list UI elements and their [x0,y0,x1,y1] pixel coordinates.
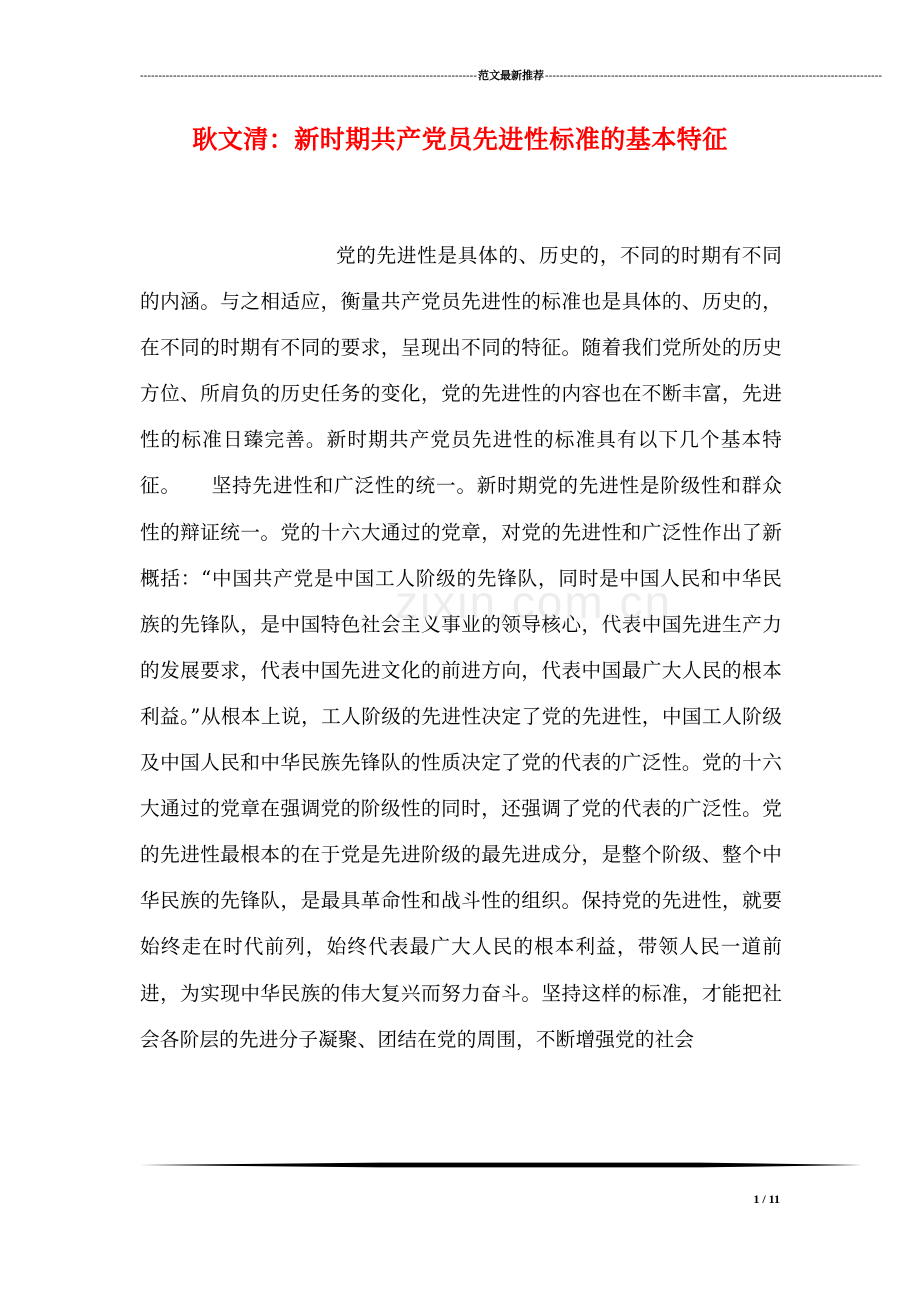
header-label: 范文最新推荐 [478,70,545,82]
page-number: 1 / 11 [753,1192,780,1206]
page-header [140,68,883,84]
watermark: zixin.com.cn [395,576,673,628]
footer-rule [140,1162,862,1168]
header-left-rule: -------------------------------------------------------------------------------------------- [140,70,478,82]
header-right-rule: -------------------------------------------------------------------------------------------- [545,70,883,82]
document-title: 耿文清：新时期共产党员先进性标准的基本特征 [192,125,728,154]
document-body: 党的先进性是具体的、历史的，不同的时期有不同的内涵。与之相适应，衡量共产党员先进性的标准也是具体的、历史的，在不同的时期有不同的要求，呈现出不同的特征。随着我们党所处的历史方位、所肩负的历史任务的变化，党的先进性的内容也在不断丰富，先进性的标准日臻完善。新时期共产党员先进性的标准具有以下几个基本特征。 坚持先进性和广泛性的统一。新时期党的先进性是阶级性和群众性的辩证统一。党的十六大通过的党章，对党的先进性和广泛性作出了新概括：“中国共产党是中国工人阶级的先锋队，同时是中国人民和中华民族的先锋队，是中国特色社会主义事业的领导核心，代表中国先进生产力的发展要求，代表中国先进文化的前进方向，代表中国最广大人民的根本利益。”从根本上说，工人阶级的先进性决定了党的先进性，中国工人阶级及中国人民和中华民族先锋队的性质决定了党的代表的广泛性。党的十六大通过的党章在强调党的阶级性的同时，还强调了党的代表的广泛性。党的先进性最根本的在于党是先进阶级的最先进成分，是整个阶级、整个中华民族的先锋队，是最具革命性和战斗性的组织。保持党的先进性，就要始终走在时代前列，始终代表最广大人民的根本利益，带领人民一道前进，为实现中华民族的伟大复兴而努力奋斗。坚持这样的标准，才能把社会各阶层的先进分子凝聚、团结在党的周围，不断增强党的社会 [140,244,782,1051]
